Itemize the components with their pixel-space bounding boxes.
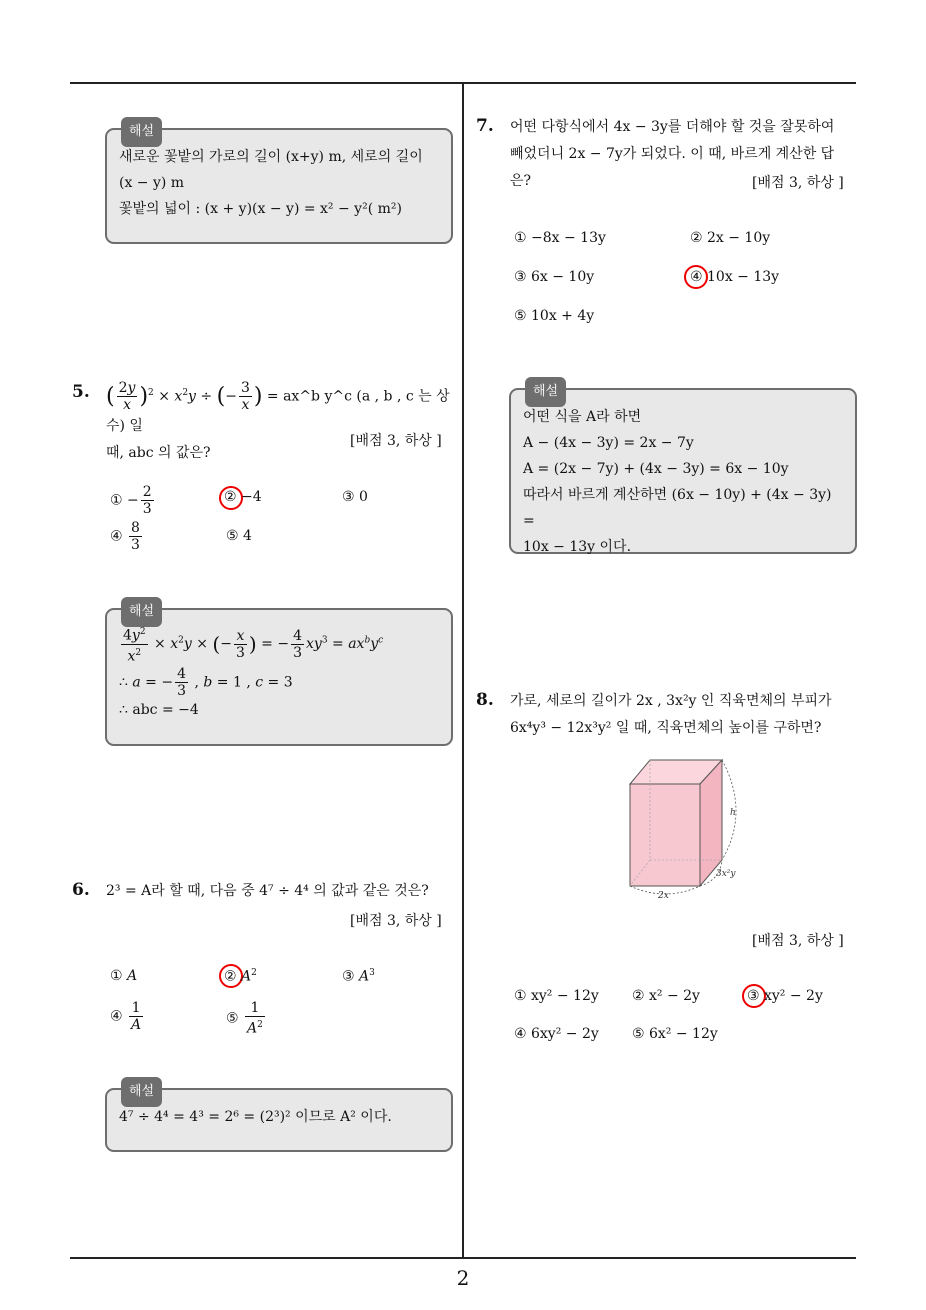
q6-number: 6.	[72, 880, 90, 900]
q5-solution-line2: ∴ a = − $\frac{4}{3}$ , b = 1 , c = 3	[119, 666, 293, 700]
height-label: h	[730, 808, 736, 818]
q7-solution-box	[509, 384, 857, 555]
solution-tag: 해설	[121, 117, 162, 147]
q5-text-line2: 때, abc 의 값은?	[106, 445, 211, 462]
q7-option-4[interactable]: ④ 10x − 13y	[690, 269, 780, 285]
q7-solution-line5: 10x − 13y 이다.	[523, 539, 632, 555]
q5-solution-line3: ∴ abc = −4	[119, 702, 199, 719]
q7-number: 7.	[476, 116, 494, 136]
q6-option-1[interactable]: ① A	[110, 968, 138, 984]
q7-text-line1: 어떤 다항식에서 4x − 3y를 더해야 할 것을 잘못하여	[510, 119, 835, 135]
solution-tag: 해설	[121, 1077, 162, 1107]
solution-tag: 해설	[525, 377, 566, 407]
q6-solution-box	[105, 1084, 453, 1152]
q8-option-3[interactable]: ③ xy² − 2y	[747, 988, 823, 1004]
q7-option-3[interactable]: ③ 6x − 10y	[514, 269, 595, 285]
q6-option-3[interactable]: ③ $A^3$	[342, 968, 375, 985]
q8-option-2[interactable]: ② x² − 2y	[632, 988, 700, 1004]
q4-solution-line3: 꽃밭의 넓이 : (x + y)(x − y) = x² − y²( m²)	[119, 201, 402, 217]
q5-option-4[interactable]: ④ $\frac{8}{3}$	[110, 520, 140, 553]
q7-solution-line4: 따라서 바르게 계산하면 (6x − 10y) + (4x − 3y) =	[523, 487, 832, 529]
q5-equation-line: ( $\frac{2y}{x}$ )$^2 \times x^2y$ ÷ (− $\frac{3}{x}$ ) = ax^b y^c (a , b , c 는 상수) 일	[106, 380, 450, 435]
q7-text-line2: 빼었더니 2x − 7y가 되었다. 이 때, 바르게 계산한 답	[510, 146, 835, 162]
q6-option-2[interactable]: ② $A^2$	[224, 968, 257, 985]
q5-option-5[interactable]: ⑤ 4	[226, 528, 252, 544]
q7-solution-line3: A = (2x − 7y) + (4x − 3y) = 6x − 10y	[523, 461, 789, 477]
q7-points: [배점 3, 하상 ]	[752, 175, 844, 191]
q7-solution-line1: 어떤 식을 A라 하면	[523, 409, 642, 425]
q7-option-5[interactable]: ⑤ 10x + 4y	[514, 308, 595, 324]
q5-option-3[interactable]: ③ 0	[342, 489, 368, 505]
q4-solution-line1: 새로운 꽃밭의 가로의 길이 (x+y) m, 세로의 길이	[119, 149, 423, 165]
q6-option-5[interactable]: ⑤ $\frac{1}{A^2}$	[226, 1000, 263, 1037]
q5-number: 5.	[72, 382, 90, 402]
q8-number: 8.	[476, 690, 494, 710]
depth-label: 3x²y	[716, 869, 736, 879]
q4-solution-line2: (x − y) m	[119, 175, 185, 191]
q5-points: [배점 3, 하상 ]	[350, 433, 442, 449]
cuboid-front-face	[630, 784, 700, 886]
q6-points: [배점 3, 하상 ]	[350, 913, 442, 929]
q6-option-4[interactable]: ④ $\frac{1}{A}$	[110, 1000, 142, 1033]
column-divider	[462, 84, 464, 1258]
q5-text-tail: = ax^b y^c (a , b , c 는 상수) 일	[106, 388, 450, 435]
q7-option-1[interactable]: ① −8x − 13y	[514, 230, 606, 246]
width-label: 2x	[658, 891, 669, 901]
q6-text: 2³ = A라 할 때, 다음 중 4⁷ ÷ 4⁴ 의 값과 같은 것은?	[106, 883, 429, 899]
solution-tag: 해설	[121, 597, 162, 627]
q4-solution-box	[105, 124, 453, 244]
q8-option-4[interactable]: ④ 6xy² − 2y	[514, 1026, 599, 1042]
q8-option-1[interactable]: ① xy² − 12y	[514, 988, 599, 1004]
q7-solution-line2: A − (4x − 3y) = 2x − 7y	[523, 435, 694, 451]
q8-text-line1: 가로, 세로의 길이가 2x , 3x²y 인 직육면체의 부피가	[510, 693, 832, 709]
page-number: 2	[456, 1266, 470, 1290]
q7-option-2[interactable]: ② 2x − 10y	[690, 230, 771, 246]
cuboid-figure	[610, 752, 770, 902]
q8-text	[510, 688, 860, 742]
q5-text	[106, 380, 456, 467]
q5-option-2[interactable]: ② −4	[224, 489, 262, 505]
q7-text-line3: 은?	[510, 173, 532, 189]
q8-text-line2: 6x⁴y³ − 12x³y² 일 때, 직육면체의 높이를 구하면?	[510, 720, 822, 736]
q5-solution-line1: $\frac{4y^2}{x^2}$ × $x^2y$ × (− $\frac{x}{3}$ ) = − $\frac{4}{3}$ $xy^3 = ax^by^c$	[119, 624, 439, 664]
q6-solution-line: 4⁷ ÷ 4⁴ = 4³ = 2⁶ = (2³)² 이므로 A² 이다.	[119, 1109, 392, 1125]
q5-option-1[interactable]: ① − $\frac{2}{3}$	[110, 484, 152, 517]
q8-points: [배점 3, 하상 ]	[752, 933, 844, 949]
q5-solution-box	[105, 604, 453, 746]
bottom-rule	[70, 1257, 856, 1259]
q8-option-5[interactable]: ⑤ 6x² − 12y	[632, 1026, 718, 1042]
